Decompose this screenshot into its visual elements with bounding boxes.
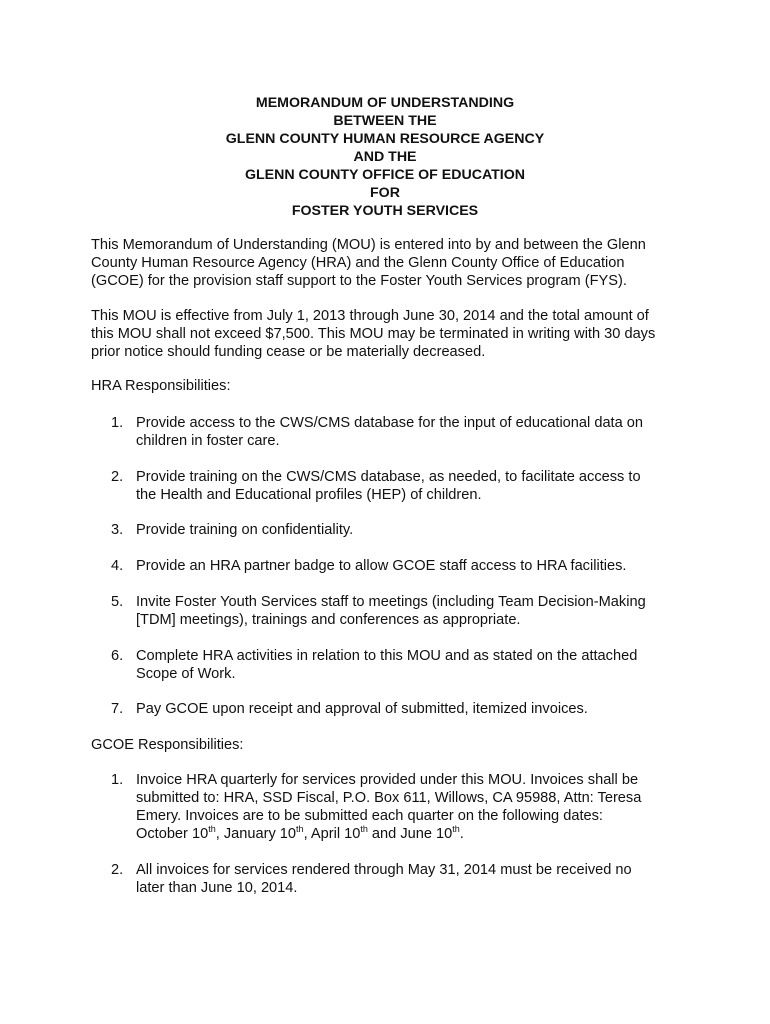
item-number: 2.	[111, 469, 124, 485]
text-line: All invoices for services rendered through May 31, 2014 must be received no	[136, 862, 632, 878]
text-line: this MOU shall not exceed $7,500. This MOU may be terminated in writing with 30 days	[91, 326, 656, 342]
text-line: Provide an HRA partner badge to allow GCOE staff access to HRA facilities.	[136, 558, 627, 574]
item-number: 6.	[111, 648, 124, 664]
title-line: AND THE	[353, 149, 417, 165]
text-line: Invoice HRA quarterly for services provided under this MOU. Invoices shall be	[136, 772, 639, 788]
item-number: 1.	[111, 415, 124, 431]
sentence-end: .	[459, 826, 464, 842]
text-line: This Memorandum of Understanding (MOU) is entered into by and between the Glenn	[91, 237, 646, 253]
title-line: FOR	[370, 185, 400, 201]
item-number: 3.	[111, 522, 124, 538]
text-line: submitted to: HRA, SSD Fiscal, P.O. Box 611, Willows, CA 95988, Attn: Teresa	[136, 790, 642, 806]
title-line: GLENN COUNTY OFFICE OF EDUCATION	[244, 167, 526, 183]
ordinal-suffix: th	[208, 824, 216, 835]
text-line: Scope of Work.	[136, 666, 236, 682]
date-april: , April 10	[303, 826, 361, 842]
text-line: Invite Foster Youth Services staff to meetings (including Team Decision-Making	[136, 594, 646, 610]
text-line: children in foster care.	[136, 433, 280, 449]
item-number: 7.	[111, 701, 124, 717]
term-paragraph	[91, 307, 681, 361]
text-line: Pay GCOE upon receipt and approval of submitted, itemized invoices.	[136, 701, 588, 717]
text-line: Emery. Invoices are to be submitted each quarter on the following dates:	[136, 808, 603, 824]
text-line: prior notice should funding cease or be materially decreased.	[91, 344, 486, 360]
date-october: October 10	[136, 826, 209, 842]
text-line: (GCOE) for the provision staff support to the Foster Youth Services program (FYS).	[91, 273, 627, 289]
gcoe-heading: GCOE Responsibilities:	[91, 737, 244, 753]
text-line: This MOU is effective from July 1, 2013 through June 30, 2014 and the total amount of	[91, 308, 649, 324]
text-line: Provide access to the CWS/CMS database for the input of educational data on	[136, 415, 644, 431]
item-number: 4.	[111, 558, 124, 574]
memo-title	[0, 94, 770, 220]
ordinal-suffix: th	[360, 824, 368, 835]
hra-heading: HRA Responsibilities:	[91, 378, 231, 394]
date-january: , January 10	[215, 826, 297, 842]
item-number: 5.	[111, 594, 124, 610]
invoice-dates-line	[136, 825, 696, 843]
text-line: the Health and Educational profiles (HEP) of children.	[136, 487, 482, 503]
title-line: FOSTER YOUTH SERVICES	[291, 203, 479, 219]
text-line: Provide training on confidentiality.	[136, 522, 354, 538]
text-line: Provide training on the CWS/CMS database, as needed, to facilitate access to	[136, 469, 641, 485]
text-line: County Human Resource Agency (HRA) and the Glenn County Office of Education	[91, 255, 625, 271]
intro-paragraph	[91, 236, 681, 290]
text-line: later than June 10, 2014.	[136, 880, 298, 896]
ordinal-suffix: th	[452, 824, 460, 835]
text-line: [TDM] meetings), trainings and conferences as appropriate.	[136, 612, 521, 628]
item-number: 1.	[111, 772, 124, 788]
title-line: MEMORANDUM OF UNDERSTANDING	[255, 95, 515, 111]
date-june: and June 10	[367, 826, 453, 842]
title-line: GLENN COUNTY HUMAN RESOURCE AGENCY	[225, 131, 545, 147]
ordinal-suffix: th	[296, 824, 304, 835]
item-number: 2.	[111, 862, 124, 878]
title-line: BETWEEN THE	[333, 113, 437, 129]
text-line: Complete HRA activities in relation to this MOU and as stated on the attached	[136, 648, 638, 664]
